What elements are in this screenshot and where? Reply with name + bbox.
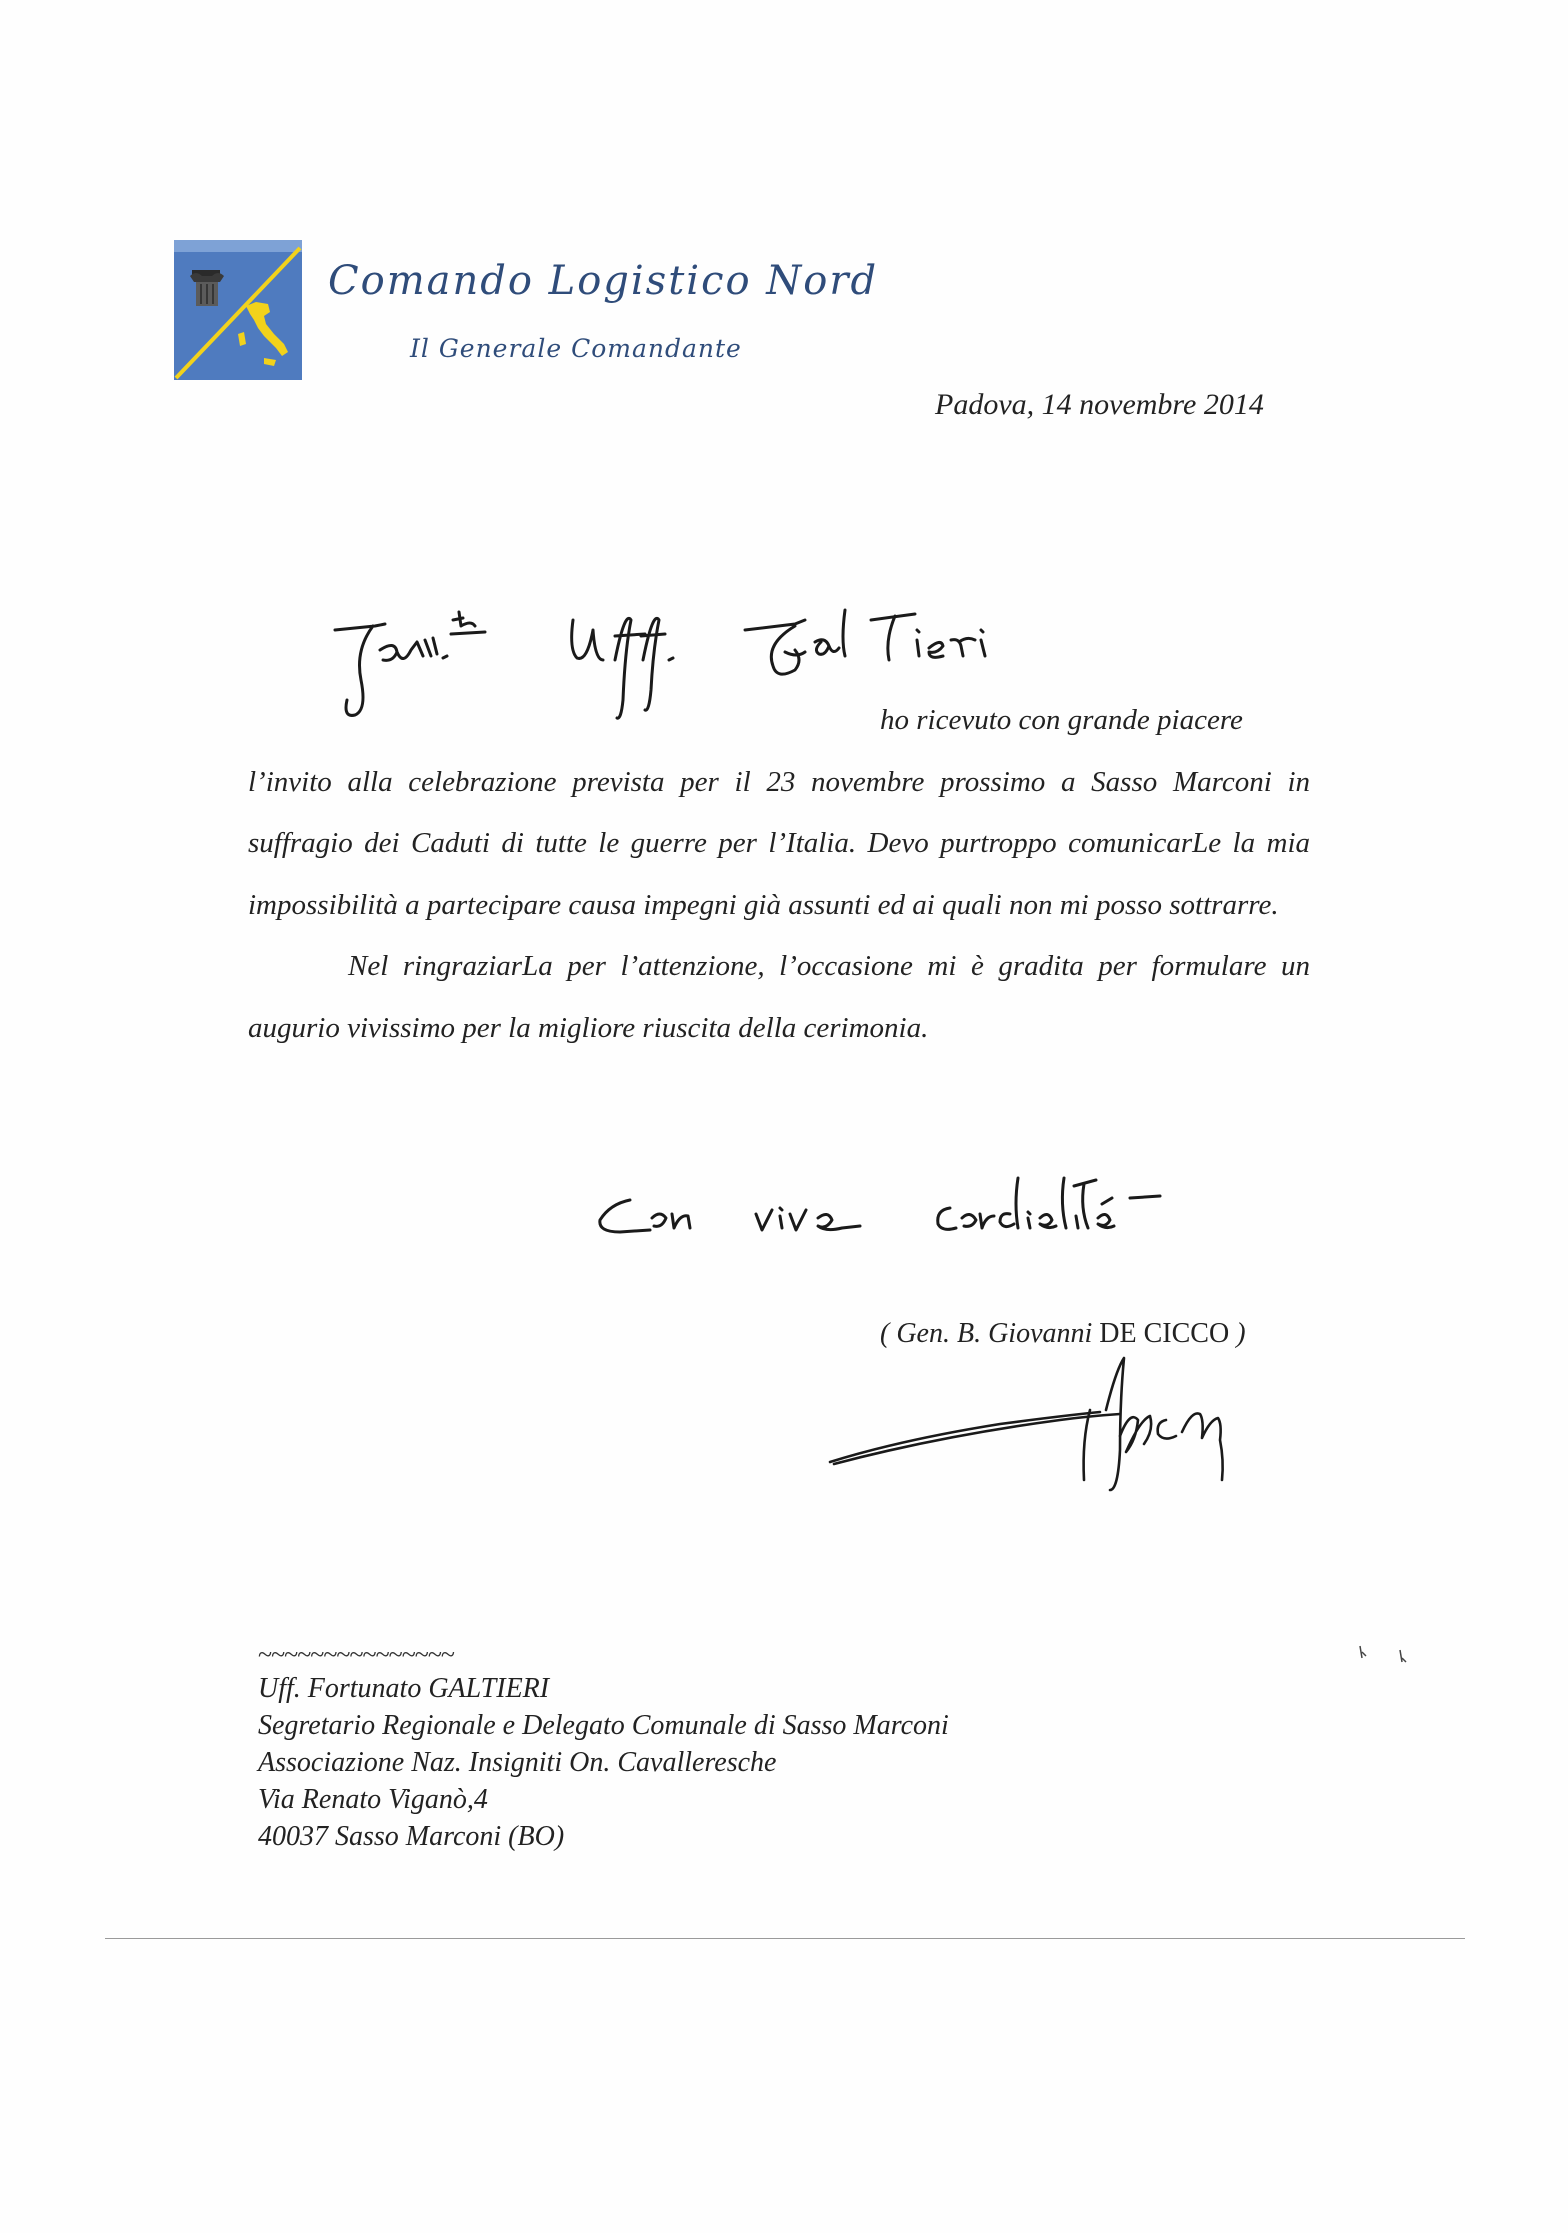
- recipient-street: Via Renato Viganò,4: [258, 1784, 488, 1815]
- recipient-role: Segretario Regionale e Delegato Comunale di Sasso Marconi: [258, 1710, 949, 1741]
- stray-ink-marks: [1358, 1636, 1418, 1676]
- recipient-city: 40037 Sasso Marconi (BO): [258, 1821, 565, 1852]
- recipient-name: Uff. Fortunato GALTIERI: [258, 1673, 550, 1704]
- address-separator: ~~~~~~~~~~~~~~~: [258, 1640, 454, 1669]
- footer-rule: [105, 1938, 1465, 1939]
- signatory-surname: DE CICCO: [1099, 1318, 1230, 1349]
- letterhead-title: Comando Logistico Nord: [328, 258, 879, 304]
- recipient-address: [258, 1670, 949, 1855]
- recipient-association: Associazione Naz. Insigniti On. Cavalleresche: [258, 1747, 777, 1778]
- handwritten-signature: [820, 1340, 1310, 1500]
- handwritten-closing: [590, 1148, 1250, 1258]
- paragraph-1-text: l’invito alla celebrazione prevista per il 23 novembre prossimo a Sasso Marconi in suffragio dei Caduti di tutte le guerre per l’Italia. Devo purtroppo comunicarLe la mia impossibilità a partecipare causa impegni già assunti ed ai quali non mi posso sottrarre.: [248, 765, 1310, 921]
- paragraph-1-first-line: ho ricevuto con grande piacere: [880, 704, 1243, 736]
- paragraph-2-text: Nel ringraziarLa per l’attenzione, l’occasione mi è gradita per formulare un augurio vivissimo per la migliore riuscita della cerimonia.: [248, 950, 1310, 1044]
- letterhead-subtitle: Il Generale Comandante: [410, 334, 742, 363]
- signatory-rank-name: ( Gen. B. Giovanni: [880, 1318, 1100, 1349]
- coat-of-arms-icon: [174, 240, 302, 380]
- letter-date: Padova, 14 novembre 2014: [935, 388, 1264, 421]
- signatory-close-paren: ): [1229, 1318, 1246, 1349]
- letter-body: [248, 690, 1310, 1059]
